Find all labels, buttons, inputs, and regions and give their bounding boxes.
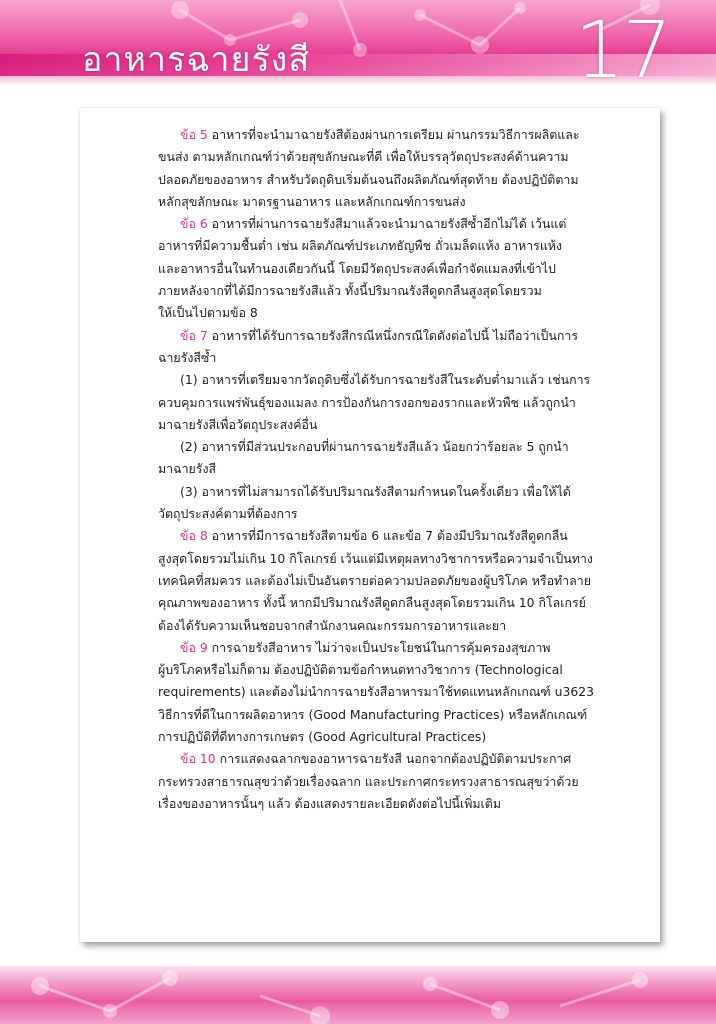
paragraph-line xyxy=(158,592,618,614)
header-title: อาหารฉายรังสี xyxy=(82,40,311,80)
line-text: อาหารที่จะนำมาฉายรังสีต้องผ่านการเตรียม ผ่านกรรมวิธีการผลิตและ xyxy=(207,127,580,142)
line-text: ปลอดภัยของอาหาร สำหรับวัตถุดิบเริ่มต้นจนถึงผลิตภัณฑ์สุดท้าย ต้องปฏิบัติตาม xyxy=(158,171,579,187)
clause-label: ข้อ 7 xyxy=(180,327,208,343)
paragraph-line xyxy=(158,302,618,324)
line-text: กระทรวงสาธารณสุขว่าด้วยเรื่องฉลาก และประกาศกระทรวงสาธารณสุขว่าด้วย xyxy=(158,773,579,789)
line-text: วิธีการที่ดีในการผลิตอาหาร (Good Manufacturing Practices) หรือหลักเกณฑ์ xyxy=(158,706,588,722)
paragraph-line xyxy=(158,615,618,637)
paragraph-line xyxy=(158,325,618,347)
paragraph-line xyxy=(158,681,618,703)
paragraph-line xyxy=(158,793,618,815)
page-number: 17 xyxy=(574,6,670,86)
content-card xyxy=(80,108,660,942)
line-text: ฉายรังสีซ้ำ xyxy=(158,349,217,365)
paragraph-line xyxy=(158,124,618,146)
clause-label: ข้อ 9 xyxy=(180,639,208,655)
paragraph-line xyxy=(158,414,618,436)
line-text: การแสดงฉลากของอาหารฉายรังสี นอกจากต้องปฏิบัติตามประกาศ xyxy=(215,751,572,767)
line-text: ควบคุมการแพร่พันธุ์ของแมลง การป้องกันการงอกของรากและหัวพืช แล้วถูกนำ xyxy=(158,394,576,410)
document-body xyxy=(80,124,660,815)
paragraph-line xyxy=(158,169,618,191)
line-text: สูงสุดโดยรวมไม่เกิน 10 กิโลเกรย์ เว้นแต่มีเหตุผลทางวิชาการหรือความจำเป็นทาง xyxy=(158,550,593,566)
paragraph-line xyxy=(158,726,618,748)
paragraph-line xyxy=(158,392,618,414)
paragraph-line xyxy=(158,235,618,257)
paragraph-line xyxy=(158,369,618,391)
line-text: การฉายรังสีอาหาร ไม่ว่าจะเป็นประโยชน์ในการคุ้มครองสุขภาพ xyxy=(207,639,551,655)
line-text: ให้เป็นไปตามข้อ 8 xyxy=(158,305,258,321)
document-paragraph xyxy=(158,369,618,436)
paragraph-line xyxy=(158,570,618,592)
line-text: (3) อาหารที่ไม่สามารถได้รับปริมาณรังสีตามกำหนดในครั้งเดียว เพื่อให้ได้ xyxy=(180,483,571,499)
line-text: อาหารที่ผ่านการฉายรังสีมาแล้วจะนำมาฉายรังสีซ้ำอีกไม่ได้ เว้นแต่ xyxy=(207,216,567,232)
paragraph-line xyxy=(158,525,618,547)
line-text: เทคนิคที่สมควร และต้องไม่เป็นอันตรายต่อความปลอดภัยของผู้บริโภค หรือทำลาย xyxy=(158,572,591,588)
line-text: อาหารที่มีความชื้นต่ำ เช่น ผลิตภัณฑ์ประเภทธัญพืช ถั่วเมล็ดแห้ง อาหารแห้ง xyxy=(158,238,563,254)
header-banner xyxy=(0,0,716,86)
line-text: การปฏิบัติที่ดีทางการเกษตร (Good Agricultural Practices) xyxy=(158,729,487,745)
paragraph-line xyxy=(158,503,618,525)
paragraph-line xyxy=(158,213,618,235)
document-paragraph xyxy=(158,124,618,213)
line-text: คุณภาพของอาหาร ทั้งนี้ หากมีปริมาณรังสีดูดกลืนสูงสุดโดยรวมเกิน 10 กิโลเกรย์ xyxy=(158,595,586,611)
paragraph-line xyxy=(158,458,618,480)
line-text: ต้องได้รับความเห็นชอบจากสำนักงานคณะกรรมการอาหารและยา xyxy=(158,617,507,633)
line-text: และอาหารอื่นในทำนองเดียวกันนี้ โดยมีวัตถุประสงค์เพื่อกำจัดแมลงที่เข้าไป xyxy=(158,260,556,276)
line-text: ภายหลังจากที่ได้มีการฉายรังสีแล้ว ทั้งนี้ปริมาณรังสีดูดกลืนสูงสุดโดยรวม xyxy=(158,283,542,299)
line-text: เรื่องของอาหารนั้นๆ แล้ว ต้องแสดงรายละเอียดดังต่อไปนี้เพิ่มเติม xyxy=(158,795,501,811)
line-text: ขนส่ง ตามหลักเกณฑ์ว่าด้วยสุขลักษณะที่ดี เพื่อให้บรรลุวัตถุประสงค์ด้านความ xyxy=(158,149,569,165)
paragraph-line xyxy=(158,258,618,280)
line-text: หลักสุขลักษณะ มาตรฐานอาหาร และหลักเกณฑ์การขนส่ง xyxy=(158,193,466,209)
paragraph-line xyxy=(158,146,618,168)
line-text: อาหารที่ได้รับการฉายรังสีกรณีหนึ่งกรณีใดดังต่อไปนี้ ไม่ถือว่าเป็นการ xyxy=(207,327,578,343)
document-paragraph xyxy=(158,525,618,636)
line-text: อาหารที่มีการฉายรังสีตามข้อ 6 และข้อ 7 ต้องมีปริมาณรังสีดูดกลืน xyxy=(207,528,568,544)
paragraph-line xyxy=(158,637,618,659)
line-text: (2) อาหารที่มีส่วนประกอบที่ผ่านการฉายรังสีแล้ว น้อยกว่าร้อยละ 5 ถูกนำ xyxy=(180,439,569,455)
paragraph-line xyxy=(158,436,618,458)
line-text: มาฉายรังสีเพื่อวัตถุประสงค์อื่น xyxy=(158,416,318,432)
paragraph-line xyxy=(158,659,618,681)
paragraph-line xyxy=(158,481,618,503)
footer-banner xyxy=(0,966,716,1024)
clause-label: ข้อ 5 xyxy=(180,127,208,142)
document-paragraph xyxy=(158,325,618,370)
molecule-decoration-footer xyxy=(0,966,716,1024)
document-paragraph xyxy=(158,637,618,748)
paragraph-line xyxy=(158,191,618,213)
line-text: วัตถุประสงค์ตามที่ต้องการ xyxy=(158,506,298,522)
clause-label: ข้อ 10 xyxy=(180,751,216,767)
document-paragraph xyxy=(158,748,618,815)
clause-label: ข้อ 6 xyxy=(180,216,208,232)
paragraph-line xyxy=(158,771,618,793)
line-text: มาฉายรังสี xyxy=(158,461,217,477)
document-paragraph xyxy=(158,481,618,526)
paragraph-line xyxy=(158,280,618,302)
line-text: requirements) และต้องไม่นำการฉายรังสีอาหารมาใช้ทดแทนหลักเกณฑ์ u3623 xyxy=(158,684,595,700)
paragraph-line xyxy=(158,548,618,570)
document-paragraph xyxy=(158,213,618,324)
clause-label: ข้อ 8 xyxy=(180,528,208,544)
document-paragraph xyxy=(158,436,618,481)
paragraph-line xyxy=(158,704,618,726)
line-text: ผู้บริโภคหรือไม่ก็ตาม ต้องปฏิบัติตามข้อกำหนดทางวิชาการ (Technological xyxy=(158,662,563,678)
line-text: (1) อาหารที่เตรียมจากวัตถุดิบซึ่งได้รับการฉายรังสีในระดับต่ำมาแล้ว เช่นการ xyxy=(180,372,591,388)
paragraph-line xyxy=(158,748,618,770)
paragraph-line xyxy=(158,347,618,369)
